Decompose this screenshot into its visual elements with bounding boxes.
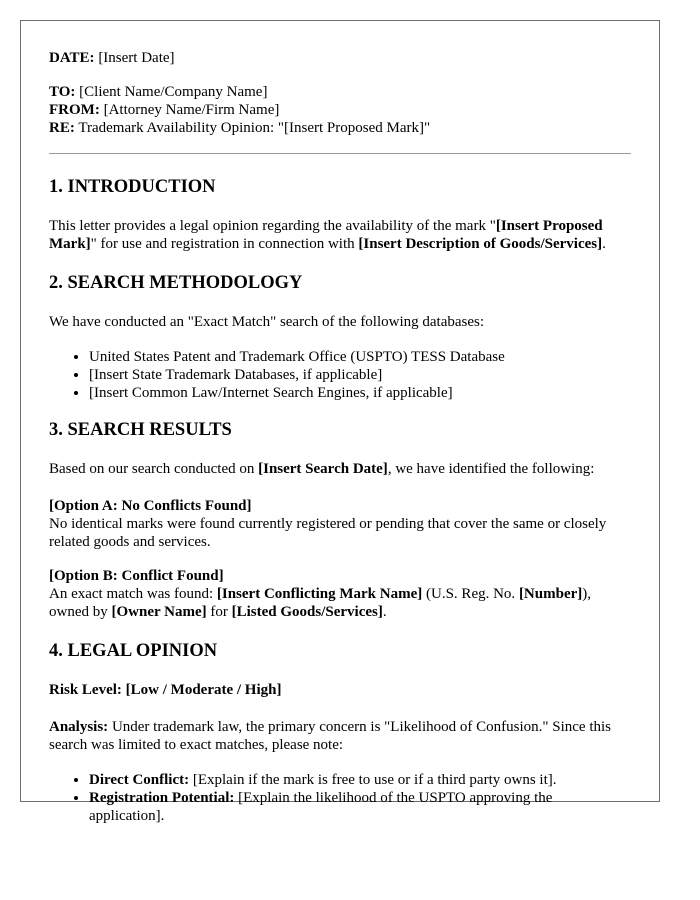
intro-paragraph bbox=[49, 217, 631, 253]
bullet-2-text: [Explain the likelihood of the USPTO approving the application]. bbox=[89, 790, 553, 824]
option-b-text-2: (U.S. Reg. No. bbox=[422, 586, 519, 602]
option-a-text: No identical marks were found currently registered or pending that cover the same or closely related goods and services. bbox=[49, 516, 607, 550]
intro-text-2: " for use and registration in connection with bbox=[90, 236, 359, 252]
bullet-1-text: [Explain if the mark is free to use or if a third party owns it]. bbox=[189, 772, 557, 788]
analysis-paragraph bbox=[49, 718, 631, 754]
option-b-title: [Option B: Conflict Found] bbox=[49, 568, 224, 584]
intro-heading: 1. INTRODUCTION bbox=[49, 177, 216, 197]
letter-page bbox=[20, 20, 660, 824]
option-a-title: [Option A: No Conflicts Found] bbox=[49, 498, 252, 514]
option-b-text-1: An exact match was found: bbox=[49, 586, 217, 602]
database-list bbox=[49, 348, 631, 402]
to-value: [Client Name/Company Name] bbox=[79, 84, 268, 100]
risk-level bbox=[49, 681, 631, 699]
intro-text-1: This letter provides a legal opinion regarding the availability of the mark " bbox=[49, 218, 496, 234]
from-label: FROM: bbox=[49, 102, 100, 118]
methodology-heading: 2. SEARCH METHODOLOGY bbox=[49, 273, 303, 293]
list-item: • [Insert State Trademark Databases, if applicable] bbox=[89, 366, 631, 384]
divider bbox=[49, 153, 631, 154]
date-value: [Insert Date] bbox=[98, 50, 175, 66]
results-bold-date: [Insert Search Date] bbox=[258, 461, 388, 477]
option-b-text bbox=[49, 585, 631, 621]
option-b-bold-goods: [Listed Goods/Services] bbox=[231, 604, 383, 620]
list-item: • United States Patent and Trademark Office (USPTO) TESS Database bbox=[89, 348, 631, 366]
list-item: • [Insert Common Law/Internet Search Engines, if applicable] bbox=[89, 384, 631, 402]
results-text-1: Based on our search conducted on bbox=[49, 461, 259, 477]
results-paragraph bbox=[49, 460, 631, 478]
analysis-text: Under trademark law, the primary concern is "Likelihood of Confusion." Since this search was limited to exact matches, please note: bbox=[49, 719, 612, 753]
option-b-bold-number: [Number] bbox=[518, 586, 583, 602]
risk-level-text: Risk Level: [Low / Moderate / High] bbox=[49, 682, 282, 698]
option-b-text-3: ), owned by bbox=[49, 586, 592, 620]
analysis-label: Analysis: bbox=[49, 719, 109, 735]
opinion-heading: 4. LEGAL OPINION bbox=[49, 641, 218, 661]
from-line bbox=[49, 101, 631, 119]
results-text-2: , we have identified the following: bbox=[387, 461, 595, 477]
option-b bbox=[49, 567, 631, 621]
option-b-bold-owner: [Owner Name] bbox=[111, 604, 207, 620]
methodology-paragraph: We have conducted an "Exact Match" search of the following databases: bbox=[49, 314, 485, 330]
bullet-2-label: Registration Potential: bbox=[89, 790, 235, 806]
list-item bbox=[89, 789, 631, 825]
re-label: RE: bbox=[49, 120, 75, 136]
re-value: Trademark Availability Opinion: "[Insert Proposed Mark]" bbox=[78, 120, 431, 136]
to-label: TO: bbox=[49, 84, 76, 100]
date-line bbox=[49, 49, 631, 67]
bullet-1-label: Direct Conflict: bbox=[89, 772, 190, 788]
from-value: [Attorney Name/Firm Name] bbox=[103, 102, 280, 118]
intro-bold-goods: [Insert Description of Goods/Services] bbox=[358, 236, 603, 252]
opinion-list bbox=[49, 771, 631, 825]
intro-bold-mark: [Insert Proposed Mark] bbox=[49, 218, 603, 252]
list-item bbox=[89, 771, 631, 789]
to-line bbox=[49, 83, 631, 101]
letter-body bbox=[21, 21, 659, 825]
option-a bbox=[49, 497, 631, 551]
option-b-bold-mark: [Insert Conflicting Mark Name] bbox=[216, 586, 423, 602]
option-b-text-4: for bbox=[206, 604, 232, 620]
results-heading: 3. SEARCH RESULTS bbox=[49, 420, 232, 440]
date-label: DATE: bbox=[49, 50, 95, 66]
option-b-text-5: . bbox=[382, 604, 387, 620]
re-line bbox=[49, 119, 631, 137]
intro-text-3: . bbox=[602, 236, 606, 252]
